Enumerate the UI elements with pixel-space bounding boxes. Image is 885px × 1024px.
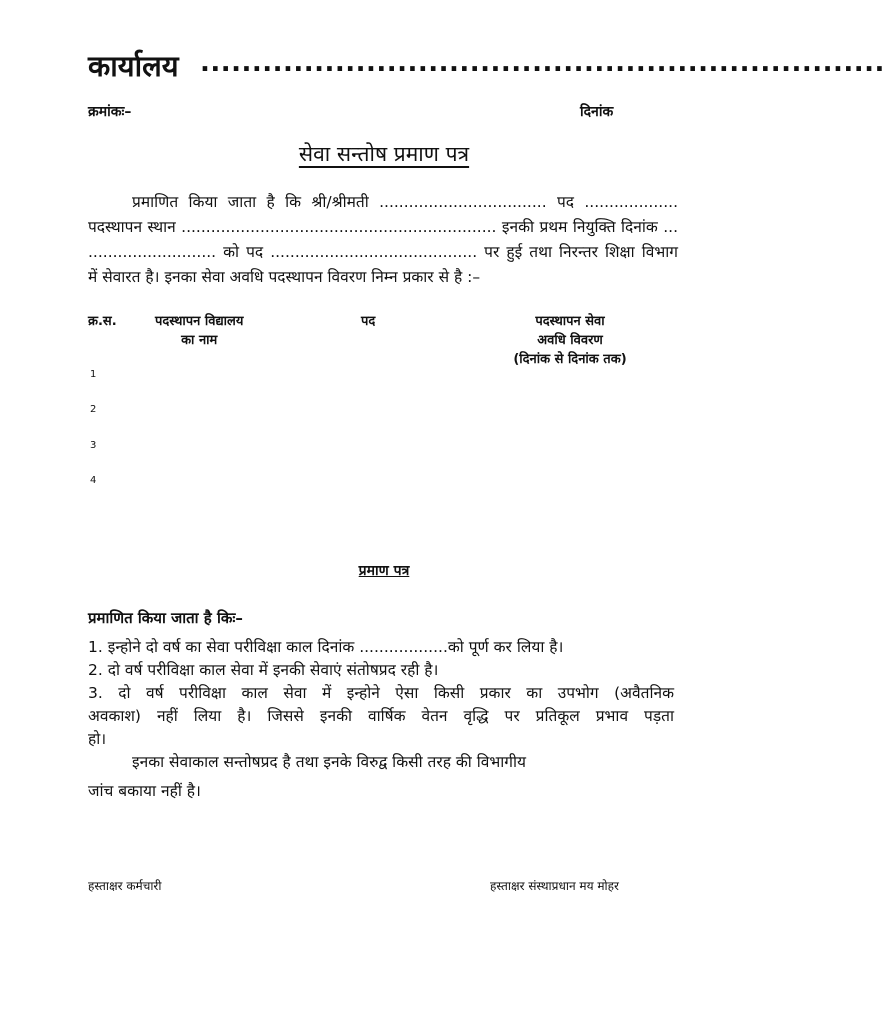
table-header-school-line1: पदस्थापन विद्यालय [155, 314, 244, 329]
certificate-point-2: 2. दो वर्ष परीविक्षा काल सेवा में इनकी सेवाएं संतोषप्रद रही है। [88, 661, 439, 679]
table-header-service-line3: (दिनांक से दिनांक तक) [513, 352, 627, 367]
table-header-school-line2: का नाम [181, 333, 218, 348]
table-header-service [485, 312, 655, 369]
employee-signature-label: हस्ताक्षर कर्मचारी [88, 879, 162, 893]
certificate-point-3-line3: हो। [88, 730, 107, 748]
table-header-service-line2: अवधि विवरण [537, 333, 603, 348]
table-header-post: पद [361, 314, 376, 329]
certificate-heading-text: प्रमाण पत्र [358, 563, 410, 579]
certificate-intro: प्रमाणित किया जाता है किः– [88, 609, 243, 627]
certificate-point-3-line1: 3. दो वर्ष परीविक्षा काल सेवा में इन्होने ऐसा किसी प्रकार का उपभोग (अवैतनिक [88, 684, 674, 702]
table-header-service-line1: पदस्थापन सेवा [535, 314, 605, 329]
intro-line: प्रमाणित किया जाता है कि श्री/श्रीमती .................................. पद ................... [132, 193, 678, 211]
certificate-point-3-line2: अवकाश) नहीं लिया है। जिससे इनकी वार्षिक वेतन वृद्धि पर प्रतिकूल प्रभाव पड़ता [88, 707, 674, 725]
intro-line: पदस्थापन स्थान ................................................................ इनकी प्रथम नियुक्ति दिनांक ... [88, 218, 678, 236]
certificate-closing-line2: जांच बकाया नहीं है। [88, 782, 201, 800]
certificate-heading [0, 561, 768, 580]
table-row-number: 2 [90, 404, 97, 415]
certificate-point-1: 1. इन्होने दो वर्ष का सेवा परीविक्षा काल दिनांक ..................को पूर्ण कर लिया है। [88, 638, 564, 656]
table-row-number: 1 [90, 369, 97, 380]
reference-number-label: क्रमांकः– [88, 104, 132, 120]
page-title-text: सेवा सन्तोष प्रमाण पत्र [298, 142, 470, 166]
office-label: कार्यालय [88, 49, 179, 83]
intro-line: .......................... को पद .......................................... पर हुई तथा निरन्तर शिक्षा विभाग [88, 243, 678, 261]
table-header-school [155, 312, 243, 350]
date-label: दिनांक [580, 104, 614, 120]
certificate-body [88, 636, 674, 803]
page-title [0, 140, 768, 168]
head-signature-label: हस्ताक्षर संस्थाप्रधान मय मोहर [490, 879, 619, 893]
office-name-blank: .................................................................. [200, 48, 885, 78]
table-row-number: 3 [90, 440, 97, 451]
table-row-number: 4 [90, 475, 97, 486]
certificate-closing-line1: इनका सेवाकाल सन्तोषप्रद है तथा इनके विरुद्व किसी तरह की विभागीय [132, 753, 526, 771]
intro-paragraph [88, 190, 678, 290]
table-header-sno: क्र.स. [88, 314, 117, 329]
intro-line: में सेवारत है। इनका सेवा अवधि पदस्थापन विवरण निम्न प्रकार से है :– [88, 268, 481, 286]
